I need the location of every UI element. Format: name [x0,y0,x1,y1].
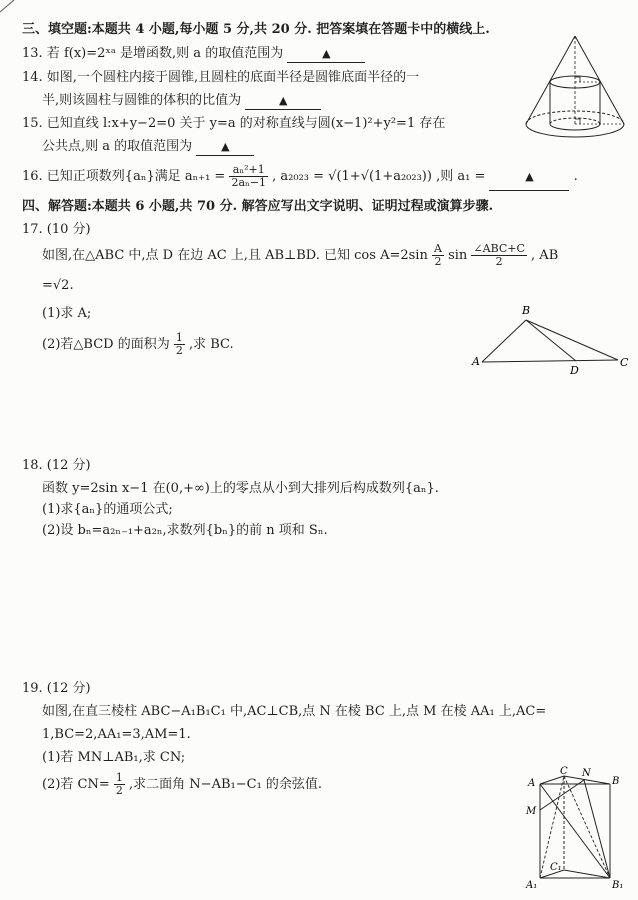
q16-fraction-denominator: 2aₙ−1 [231,176,267,189]
question-14-line2 [42,93,321,110]
question-15-line1: 15. 已知直线 l:x+y−2=0 关于 y=a 的对称直线与圆(x−1)²+y²=1 存在 [22,116,446,131]
q17-fraction-b-numerator: ∠ABC+C [473,242,525,255]
prism-label-c: C [560,766,568,777]
question-17-part2 [42,332,234,358]
question-17-part1: (1)求 A; [42,306,92,321]
prism-label-b: B [612,776,620,787]
question-13-text: 13. 若 f(x)=2ˣᵃ 是增函数,则 a 的取值范围为 [22,46,284,61]
blank-marker: ▲ [221,140,230,153]
q17-part2-text-b: ,求 BC. [189,337,234,352]
question-19-line2: 1,BC=2,AA₁=3,AM=1. [42,727,191,742]
q17-part2-fraction-numerator: 1 [175,331,183,344]
question-17-head: 17. (10 分) [22,222,91,237]
blank-marker: ▲ [279,94,288,107]
question-17-line2: =√2. [42,278,74,293]
q19-part2-text-a: (2)若 CN= [42,777,110,792]
question-17-line1 [42,243,558,269]
q17-fraction-a-numerator: A [433,242,442,255]
q16-fraction [229,164,268,189]
q19-part2-fraction-numerator: 1 [115,771,123,784]
q17-fraction-b-denominator: 2 [495,255,503,268]
prism-label-a1: A₁ [526,880,538,891]
corner-mark [0,0,20,14]
question-14-line1: 14. 如图,一个圆柱内接于圆锥,且圆柱的底面半径是圆锥底面半径的一 [22,70,420,85]
section3-header: 三、填空题:本题共 4 小题,每小题 5 分,共 20 分. 把答案填在答题卡中的横线上. [22,22,490,37]
prism-label-c1: C₁ [550,862,562,873]
question-18-line1: 函数 y=2sin x−1 在(0,+∞)上的零点从小到大排列后构成数列{aₙ}. [42,481,439,496]
q17-fraction-a-denominator: 2 [434,255,442,268]
prism-label-n: N [582,768,591,779]
answer-blank-16[interactable] [489,164,569,191]
triangle-label-c: C [620,356,629,369]
q17-text-a: 如图,在△ABC 中,点 D 在边 AC 上,且 AB⊥BD. 已知 cos A=2sin [42,248,428,263]
blank-marker: ▲ [525,170,534,183]
question-19-line1: 如图,在直三棱柱 ABC−A₁B₁C₁ 中,AC⊥CB,点 N 在棱 BC 上,点 M 在棱 AA₁ 上,AC= [42,704,547,719]
q17-part2-text-a: (2)若△BCD 的面积为 [42,337,170,352]
q17-fraction-b [471,243,527,268]
question-13 [22,46,365,63]
prism-label-b1: B₁ [612,880,624,891]
q17-part2-fraction [174,332,185,357]
question-19-part2 [42,772,322,798]
q17-fraction-a [432,243,444,268]
prism-label-a: A [528,778,536,789]
question-18-head: 18. (12 分) [22,458,91,473]
q19-part2-text-b: ,求二面角 N−AB₁−C₁ 的余弦值. [129,777,323,792]
q17-text-c: , AB [531,248,559,263]
question-15-text: 公共点,则 a 的取值范围为 [42,139,193,154]
answer-blank-13[interactable] [287,46,365,63]
triangle-label-d: D [570,364,579,377]
question-16-text-a: 16. 已知正项数列{aₙ}满足 aₙ₊₁ = [22,169,226,184]
question-15-line2 [42,139,254,156]
q19-part2-fraction-denominator: 2 [115,784,123,797]
prism-figure [522,766,630,894]
question-16: 16. 已知正项数列{aₙ}满足 aₙ₊₁ = $\frac{\text{aₙ²+1}}{\text{2aₙ−1}}$ , a₂₀₂₃ = √(1+√(1+a₂₀₂₃)) ,则 a₁ = ▲ . [22,163,578,189]
blank-marker: ▲ [322,47,331,60]
prism-label-m: M [526,806,537,817]
question-16-text-b: , a₂₀₂₃ = √(1+√(1+a₂₀₂₃)) ,则 a₁ = [272,169,486,184]
triangle-label-b: B [522,304,531,317]
question-18-part2: (2)设 bₙ=a₂ₙ₋₁+a₂ₙ,求数列{bₙ}的前 n 项和 Sₙ. [42,523,328,538]
q17-part2-fraction-denominator: 2 [175,344,183,357]
cone-cylinder-figure [522,32,628,152]
triangle-figure [466,298,634,378]
question-19-head: 19. (12 分) [22,681,91,696]
section4-header: 四、解答题:本题共 6 小题,共 70 分. 解答应写出文字说明、证明过程或演算步骤. [22,199,494,214]
q19-part2-fraction [114,772,125,797]
answer-blank-15[interactable] [196,139,254,156]
question-14-text: 半,则该圆柱与圆锥的体积的比值为 [42,93,242,108]
question-19-part1: (1)若 MN⊥AB₁,求 CN; [42,750,186,765]
question-18-part1: (1)求{aₙ}的通项公式; [42,502,173,517]
q16-fraction-numerator: aₙ²+1 [229,164,268,177]
q17-text-b: sin [448,248,468,263]
answer-blank-14[interactable] [245,93,321,110]
triangle-label-a: A [472,355,480,368]
